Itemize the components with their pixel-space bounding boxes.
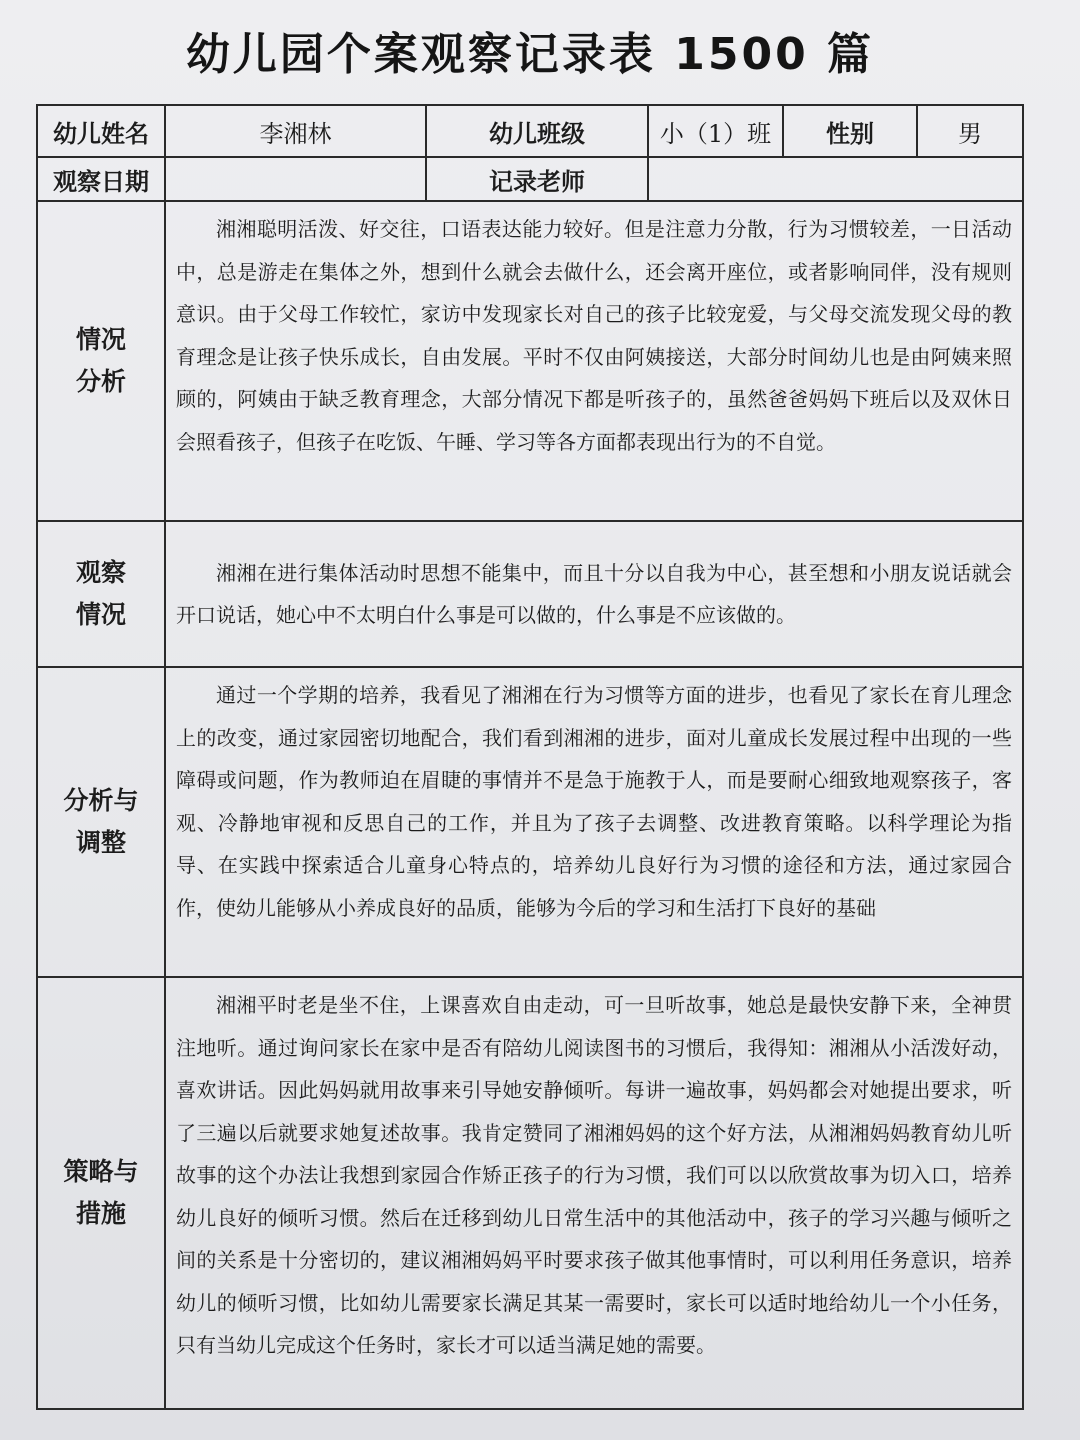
observation-record-table bbox=[36, 104, 1024, 1410]
section-text: 湘湘聪明活泼、好交往，口语表达能力较好。但是注意力分散，行为习惯较差，一日活动中，总是游走在集体之外，想到什么就会去做什么，还会离开座位，或者影响同伴，没有规则意识。由于父母工作较忙，家访中发现家长对自己的孩子比较宠爱，与父母交流发现父母的教育理念是让孩子快乐成长，自由发展。平时不仅由阿姨接送，大部分时间幼儿也是由阿姨来照顾的，阿姨由于缺乏教育理念，大部分情况下都是听孩子的，虽然爸爸妈妈下班后以及双休日会照看孩子，但孩子在吃饭、午睡、学习等各方面都表现出行为的不自觉。 bbox=[165, 201, 1023, 521]
gender-value: 男 bbox=[917, 105, 1023, 157]
section-label bbox=[37, 521, 165, 667]
section-label-line1: 观察 bbox=[75, 558, 126, 587]
section-label-line1: 情况 bbox=[75, 325, 126, 354]
header-row-2 bbox=[37, 157, 1023, 201]
section-label-line2: 措施 bbox=[75, 1199, 126, 1228]
child-class-label: 幼儿班级 bbox=[426, 105, 648, 157]
section-analysis-adjustment bbox=[37, 667, 1023, 977]
section-text: 湘湘平时老是坐不住，上课喜欢自由走动，可一旦听故事，她总是最快安静下来，全神贯注地听。通过询问家长在家中是否有陪幼儿阅读图书的习惯后，我得知：湘湘从小活泼好动，喜欢讲话。因此妈妈就用故事来引导她安静倾听。每讲一遍故事，妈妈都会对她提出要求，听了三遍以后就要求她复述故事。我肯定赞同了湘湘妈妈的这个好方法，从湘湘妈妈教育幼儿听故事的这个办法让我想到家园合作矫正孩子的行为习惯，我们可以以欣赏故事为切入口，培养幼儿良好的倾听习惯。然后在迁移到幼儿日常生活中的其他活动中，孩子的学习兴趣与倾听之间的关系是十分密切的，建议湘湘妈妈平时要求孩子做其他事情时，可以利用任务意识，培养幼儿的倾听习惯，比如幼儿需要家长满足其某一需要时，家长可以适时地给幼儿一个小任务，只有当幼儿完成这个任务时，家长才可以适当满足她的需要。 bbox=[165, 977, 1023, 1409]
child-name-value: 李湘林 bbox=[165, 105, 426, 157]
header-row-1 bbox=[37, 105, 1023, 157]
section-situation-analysis bbox=[37, 201, 1023, 521]
section-text: 湘湘在进行集体活动时思想不能集中，而且十分以自我为中心，甚至想和小朋友说话就会开口说话，她心中不太明白什么事是可以做的，什么事是不应该做的。 bbox=[165, 521, 1023, 667]
recording-teacher-value bbox=[648, 157, 1023, 201]
section-label bbox=[37, 977, 165, 1409]
gender-label: 性别 bbox=[783, 105, 917, 157]
observation-date-label: 观察日期 bbox=[37, 157, 165, 201]
section-label bbox=[37, 201, 165, 521]
section-label-line2: 分析 bbox=[75, 367, 126, 396]
document-title: 幼儿园个案观察记录表 1500 篇 bbox=[185, 29, 875, 80]
section-label-line1: 分析与 bbox=[63, 786, 139, 815]
section-text: 通过一个学期的培养，我看见了湘湘在行为习惯等方面的进步，也看见了家长在育儿理念上的改变，通过家园密切地配合，我们看到湘湘的进步，面对儿童成长发展过程中出现的一些障碍或问题，作为教师迫在眉睫的事情并不是急于施教于人，而是要耐心细致地观察孩子，客观、冷静地审视和反思自己的工作，并且为了孩子去调整、改进教育策略。以科学理论为指导、在实践中探索适合儿童身心特点的，培养幼儿良好行为习惯的途径和方法，通过家园合作，使幼儿能够从小养成良好的品质，能够为今后的学习和生活打下良好的基础 bbox=[165, 667, 1023, 977]
section-strategy-measures bbox=[37, 977, 1023, 1409]
section-label-line2: 情况 bbox=[75, 600, 126, 629]
child-name-label: 幼儿姓名 bbox=[37, 105, 165, 157]
observation-date-value bbox=[165, 157, 426, 201]
child-class-value: 小（1）班 bbox=[648, 105, 783, 157]
section-label-line2: 调整 bbox=[75, 828, 126, 857]
section-label-line1: 策略与 bbox=[63, 1157, 139, 1186]
recording-teacher-label: 记录老师 bbox=[426, 157, 648, 201]
section-label bbox=[37, 667, 165, 977]
section-observation bbox=[37, 521, 1023, 667]
